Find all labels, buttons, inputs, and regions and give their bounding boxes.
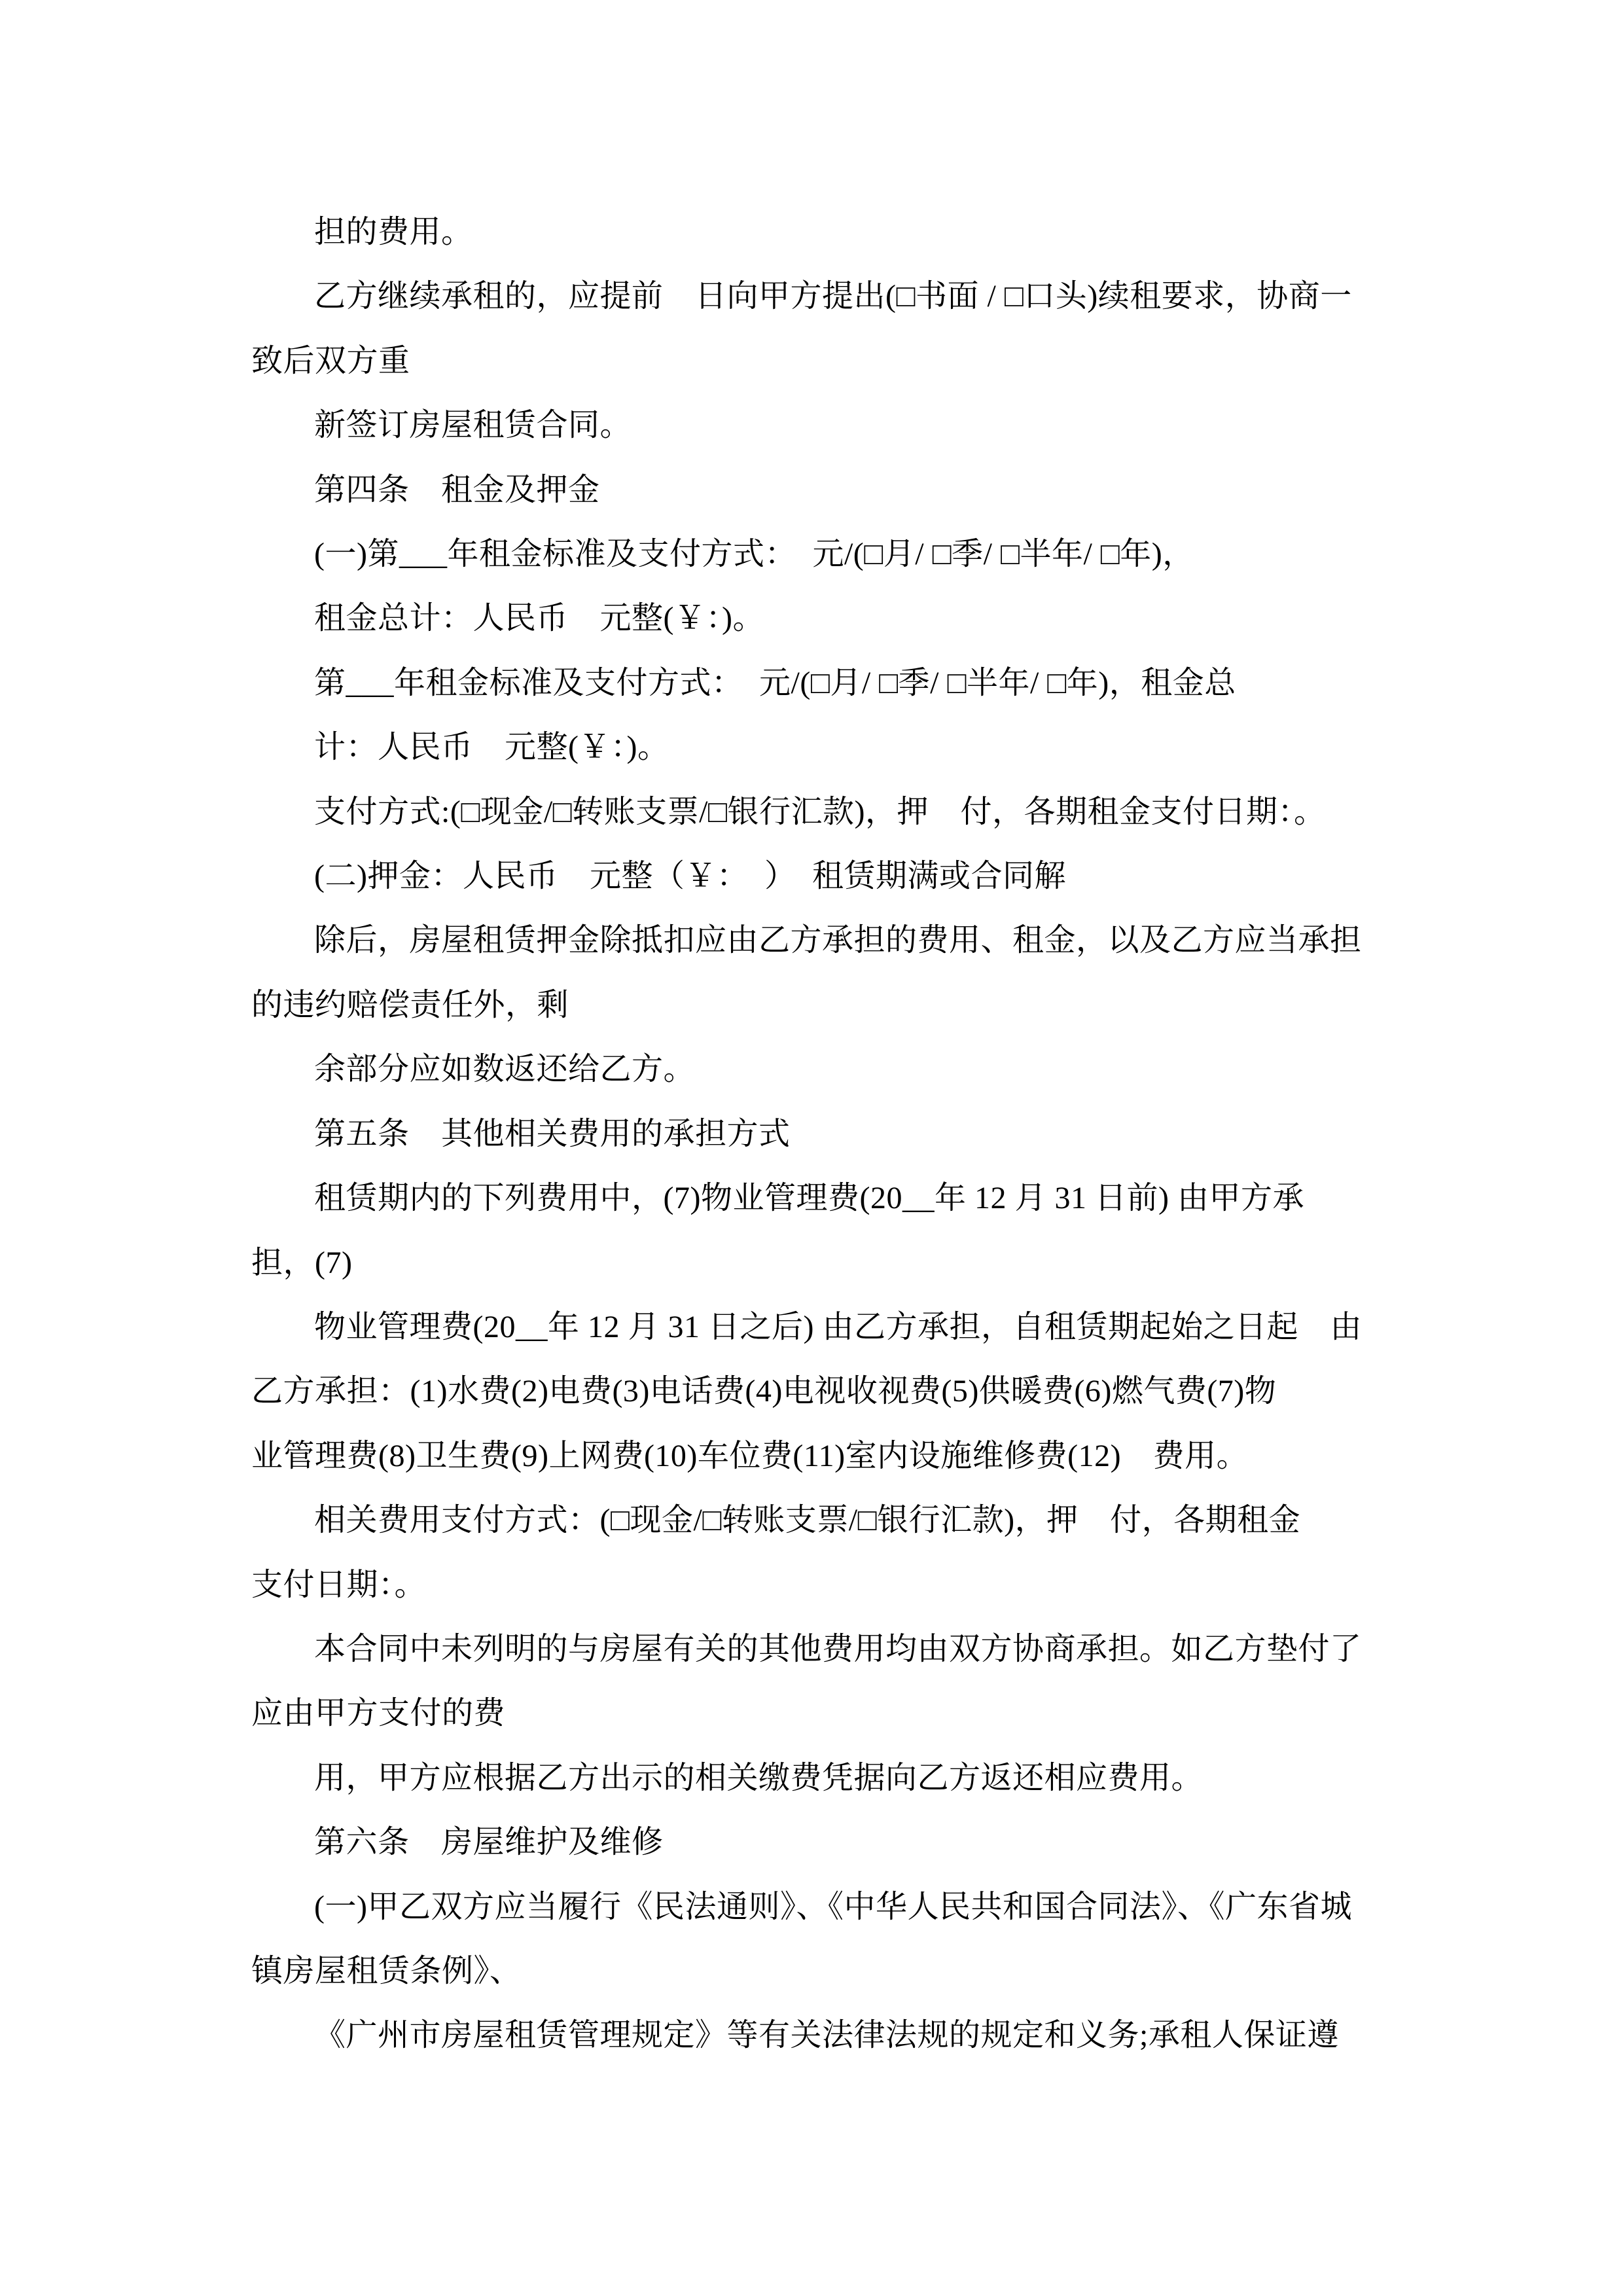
text-line: 《广州市房屋租赁管理规定》等有关法律法规的规定和义务;承租人保证遵: [314, 2018, 1339, 2053]
contract-text-block: [251, 200, 1423, 2068]
text-line: 新签订房屋租赁合同。: [314, 408, 632, 443]
text-line: 的违约赔偿责任外，剩: [251, 987, 569, 1022]
text-line: 业管理费(8)卫生费(9)上网费(10)车位费(11)室内设施维修费(12) 费用。: [251, 1438, 1249, 1473]
text-line: 相关费用支付方式：(□现金/□转账支票/□银行汇款)，押 付，各期租金: [314, 1503, 1301, 1538]
text-line: 镇房屋租赁条例》、: [251, 1953, 522, 1988]
text-line: 租赁期内的下列费用中，(7)物业管理费(20__年 12 月 31 日前) 由甲方承: [314, 1181, 1304, 1216]
text-line: 支付方式:(□现金/□转账支票/□银行汇款)，押 付，各期租金支付日期：。: [314, 794, 1326, 829]
text-line: 致后双方重: [251, 343, 410, 378]
text-line: 支付日期：。: [251, 1567, 427, 1602]
text-line: 第___年租金标准及支付方式： 元/(□月/ □季/ □半年/ □年)，租金总: [314, 665, 1236, 700]
section-heading: 第五条 其他相关费用的承担方式: [314, 1116, 791, 1151]
text-line: (二)押金：人民币 元整（￥： ） 租赁期满或合同解: [314, 859, 1066, 894]
text-line: 用，甲方应根据乙方出示的相关缴费凭据向乙方返还相应费用。: [314, 1760, 1204, 1795]
section-heading: 第六条 房屋维护及维修: [314, 1825, 664, 1860]
text-line: (一)甲乙双方应当履行《民法通则》、《中华人民共和国合同法》、《广东省城: [314, 1889, 1352, 1924]
text-line: 乙方继续承租的，应提前 日向甲方提出(□书面 / □口头)续租要求，协商一: [314, 279, 1352, 314]
text-line: 担，(7): [251, 1245, 353, 1280]
text-line: 计：人民币 元整(￥：)。: [314, 730, 669, 765]
text-line: 乙方承担：(1)水费(2)电费(3)电话费(4)电视收视费(5)供暖费(6)燃气费(7)物: [251, 1374, 1277, 1409]
text-line: 租金总计：人民币 元整(￥：)。: [314, 601, 764, 636]
text-line: 除后，房屋租赁押金除抵扣应由乙方承担的费用、租金，以及乙方应当承担: [314, 923, 1362, 958]
text-line: 余部分应如数返还给乙方。: [314, 1052, 696, 1087]
section-heading: 第四条 租金及押金: [314, 472, 600, 507]
text-line: 应由甲方支付的费: [251, 1696, 506, 1731]
text-line: 物业管理费(20__年 12 月 31 日之后) 由乙方承担，自租赁期起始之日起 由: [314, 1309, 1362, 1344]
text-line: (一)第___年租金标准及支付方式： 元/(□月/ □季/ □半年/ □年)，: [314, 537, 1194, 572]
text-line: 本合同中未列明的与房屋有关的其他费用均由双方协商承担。如乙方垫付了: [314, 1631, 1362, 1666]
text-line: 担的费用。: [314, 215, 473, 249]
